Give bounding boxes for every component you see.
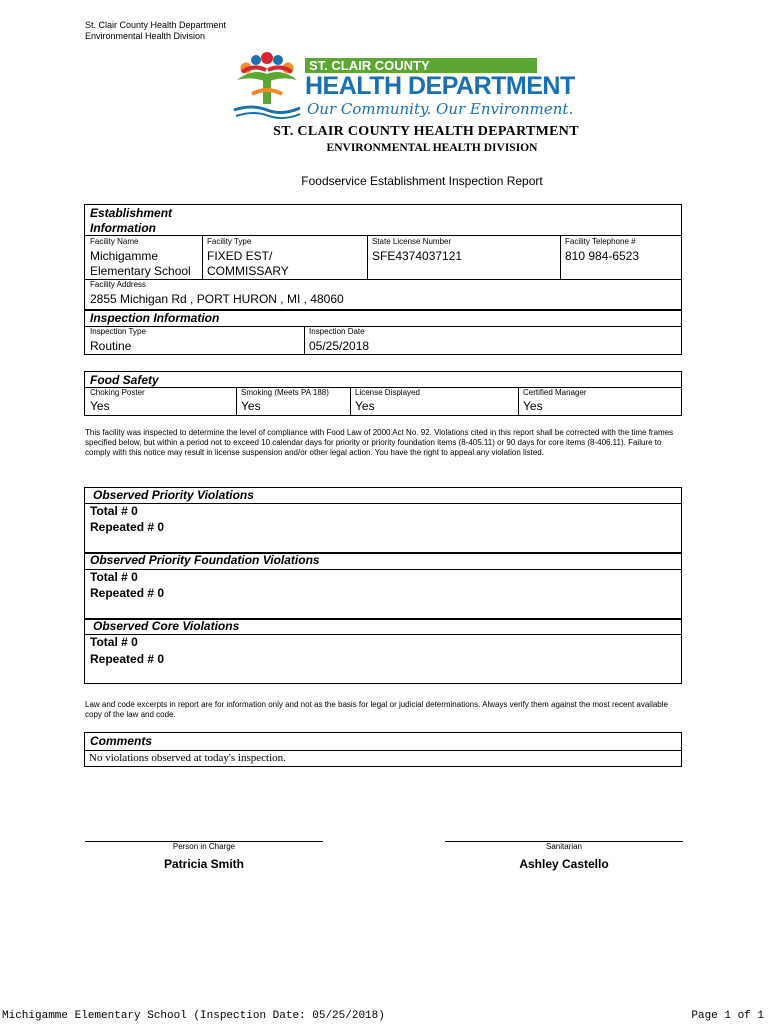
smoking-value: Yes <box>241 399 261 413</box>
facility-type-label: Facility Type <box>207 237 252 246</box>
facility-name-label: Facility Name <box>90 237 139 246</box>
logo-line1: ST. CLAIR COUNTY <box>305 58 537 73</box>
food-safety-title: Food Safety <box>90 373 159 387</box>
violations-section <box>84 487 682 684</box>
facility-name-line1: Michigamme <box>90 249 159 263</box>
header-org-line2: Environmental Health Division <box>85 31 206 41</box>
certified-manager-value: Yes <box>523 399 543 413</box>
establishment-title-line2: Information <box>90 221 156 235</box>
inspection-type-value: Routine <box>90 339 132 353</box>
core-total: Total # 0 <box>90 635 138 649</box>
footer-page-number: Page 1 of 1 <box>691 1010 764 1022</box>
logo-line2: HEALTH DEPARTMENT <box>305 72 575 100</box>
priority-violations-title: Observed Priority Violations <box>93 488 254 502</box>
compliance-text: This facility was inspected to determine the level of compliance with Food Law of 2000 Act No. 92. Violations cited in this report shall be corrected with the time frames specified below, but within a period not to exceed 10 calendar days for priority or priority foundation items (8-405.11) or 90 days for core items (8-406.11). Failure to comply with this notice may result in license suspension and/or other legal action. You have the right to appeal any violation listed. <box>85 428 674 457</box>
divider <box>202 235 203 279</box>
header-org <box>85 20 226 42</box>
inspection-title: Inspection Information <box>90 311 220 325</box>
divider <box>84 235 682 236</box>
address-label: Facility Address <box>90 280 147 289</box>
license-label: State License Number <box>372 237 452 246</box>
priority-foundation-repeated: Repeated # 0 <box>90 586 165 600</box>
division-title: ENVIRONMENTAL HEALTH DIVISION <box>326 142 538 154</box>
address-value: 2855 Michigan Rd , PORT HURON , MI , 48060 <box>90 292 344 306</box>
inspection-date-value: 05/25/2018 <box>309 339 370 353</box>
comments-title: Comments <box>90 734 153 748</box>
divider <box>518 387 519 416</box>
divider <box>560 235 561 279</box>
license-displayed-value: Yes <box>355 399 375 413</box>
facility-name-value <box>90 249 191 279</box>
priority-total: Total # 0 <box>90 504 138 518</box>
priority-repeated: Repeated # 0 <box>90 520 165 534</box>
facility-type-line1: FIXED EST/ <box>207 249 273 263</box>
facility-type-value <box>207 249 289 279</box>
divider <box>84 750 682 751</box>
facility-name-line2: Elementary School <box>90 264 191 278</box>
divider <box>350 387 351 416</box>
logo <box>232 50 575 122</box>
license-displayed-label: License Displayed <box>355 388 420 397</box>
choking-label: Choking Poster <box>90 388 145 397</box>
divider <box>84 634 682 635</box>
inspection-type-label: Inspection Type <box>90 327 146 336</box>
logo-figures-icon <box>232 50 302 122</box>
header-org-line1: St. Clair County Health Department <box>85 20 227 30</box>
certified-manager-label: Certified Manager <box>523 388 587 397</box>
footer-left: Michigamme Elementary School (Inspection Date: 05/25/2018) <box>2 1010 385 1022</box>
inspection-date-label: Inspection Date <box>309 327 365 336</box>
priority-foundation-total: Total # 0 <box>90 570 138 584</box>
choking-value: Yes <box>90 399 110 413</box>
establishment-title <box>90 206 172 236</box>
logo-tagline: Our Community. Our Environment. <box>307 100 574 118</box>
divider <box>84 326 682 327</box>
report-title: Foodservice Establishment Inspection Report <box>301 174 543 188</box>
core-repeated: Repeated # 0 <box>90 652 165 666</box>
priority-foundation-title: Observed Priority Foundation Violations <box>90 553 320 567</box>
divider <box>84 279 682 280</box>
core-violations-title: Observed Core Violations <box>93 619 240 633</box>
law-text: Law and code excerpts in report are for information only and not as the basis for legal or judicial determinations. Always verify them against the most recent available copy of the law and code. <box>85 700 668 719</box>
page-title: ST. CLAIR COUNTY HEALTH DEPARTMENT <box>273 124 579 139</box>
facility-type-line2: COMMISSARY <box>207 264 289 278</box>
establishment-title-line1: Establishment <box>90 206 173 220</box>
smoking-label: Smoking (Meets PA 188) <box>241 388 329 397</box>
comments-text: No violations observed at today's inspection. <box>89 752 286 764</box>
phone-value: 810 984-6523 <box>565 249 640 263</box>
divider <box>84 503 682 504</box>
person-in-charge-name: Patricia Smith <box>163 857 245 871</box>
person-in-charge-label: Person in Charge <box>172 842 236 851</box>
divider <box>84 569 682 570</box>
sanitarian-name: Ashley Castello <box>519 857 609 871</box>
sanitarian-label: Sanitarian <box>545 842 583 851</box>
divider <box>367 235 368 279</box>
divider <box>236 387 237 416</box>
license-value: SFE4374037121 <box>372 249 463 263</box>
divider <box>304 326 305 355</box>
phone-label: Facility Telephone # <box>565 237 636 246</box>
